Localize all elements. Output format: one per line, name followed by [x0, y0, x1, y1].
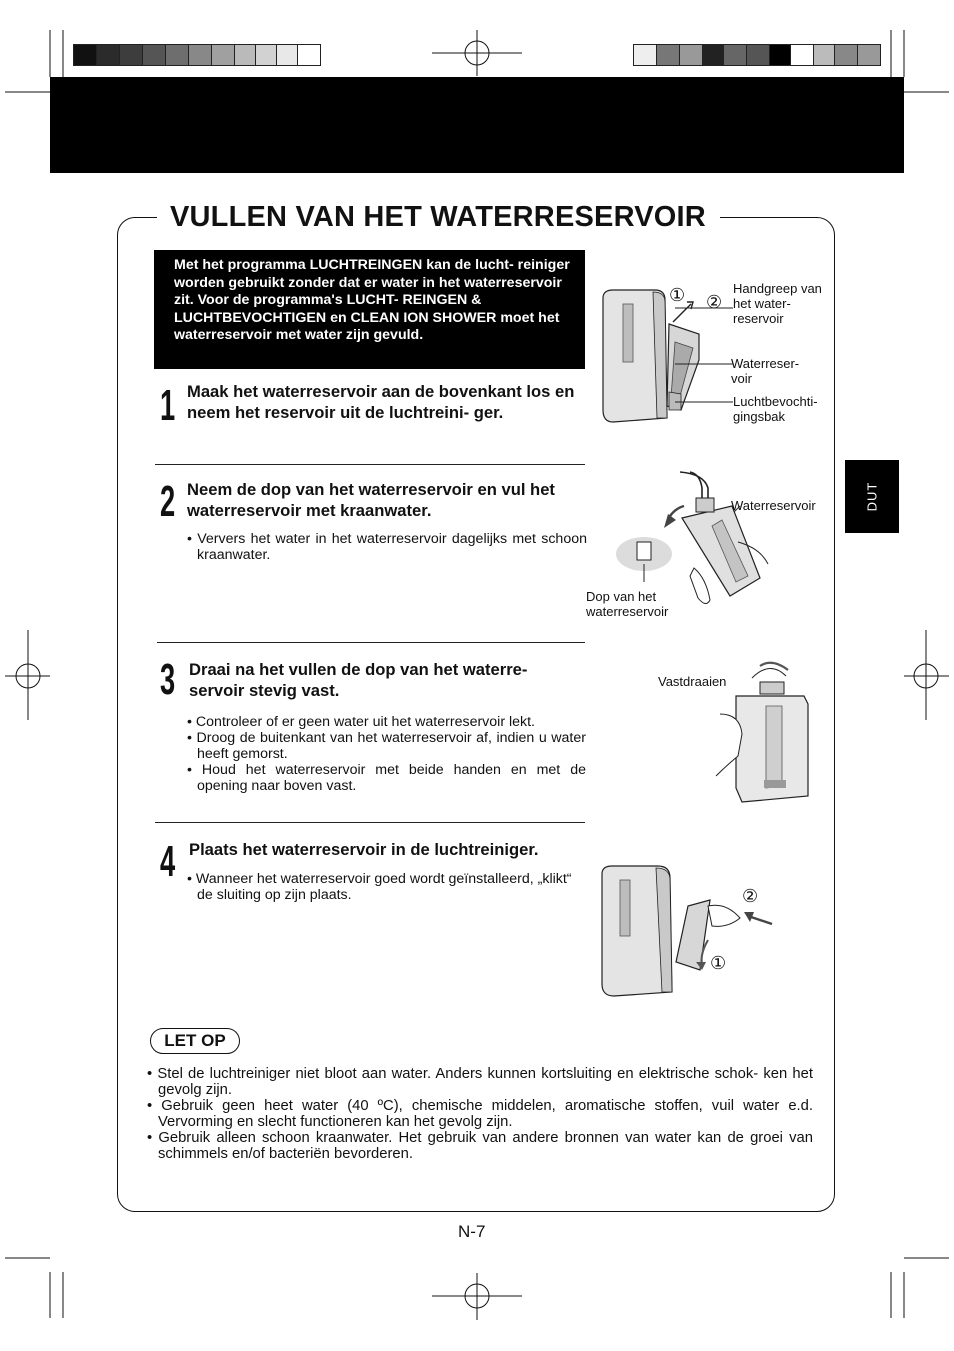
step-2-number: 2 — [160, 477, 176, 526]
bullet-item: • Houd het waterreservoir met beide handen en met de opening naar boven vast. — [187, 762, 586, 794]
page-title: VULLEN VAN HET WATERRESERVOIR — [170, 201, 706, 233]
step-2-title: Neem de dop van het waterreservoir en vul het waterreservoir met kraanwater. — [187, 480, 555, 520]
step-1-number: 1 — [160, 381, 176, 430]
label-tighten: Vastdraaien — [658, 674, 727, 689]
caution-item: • Stel de luchtreiniger niet bloot aan water. Anders kunnen kortsluiting en elektrische schok- ken het gevolg zijn. — [147, 1066, 813, 1098]
label-tray: Luchtbevochti- gingsbak — [733, 394, 818, 424]
step-divider — [157, 642, 585, 643]
step-1-title: Maak het waterreservoir aan de bovenkant los en neem het reservoir uit de luchtreini- ger. — [187, 382, 575, 422]
header-band — [50, 77, 904, 173]
step-4-title: Plaats het waterreservoir in de luchtreiniger. — [189, 840, 539, 859]
language-tab-label: DUT — [864, 481, 880, 512]
bullet-item: • Ververs het water in het waterreservoir dagelijks met schoon kraanwater. — [187, 531, 587, 563]
label-tank: Waterreser- voir — [731, 356, 800, 386]
circled-number-1: ① — [669, 285, 686, 305]
page-number: N-7 — [458, 1222, 486, 1241]
bullet-item: • Wanneer het waterreservoir goed wordt geïnstalleerd, „klikt“ de sluiting op zijn plaats. — [187, 871, 572, 903]
caution-heading: LET OP — [150, 1028, 240, 1054]
bullet-item: • Controleer of er geen water uit het waterreservoir lekt. — [187, 714, 536, 730]
bullet-item: • Droog de buitenkant van het waterreservoir af, indien u water heeft gemorst. — [187, 730, 586, 762]
circled-number-2: ② — [742, 886, 759, 906]
figure-tighten-cap — [712, 656, 812, 806]
language-tab — [845, 460, 899, 533]
note-box: Met het programma LUCHTREINGEN kan de lucht- reiniger worden gebruikt zonder dat er water in het waterreservoir zit. Voor de programma's LUCHT- REINGEN & LUCHTBEVOCHTIGEN en CLEAN ION SHOWER moet het waterreservoir met water zijn gevuld. — [154, 250, 585, 369]
label-handle: Handgreep van het water- reservoir — [733, 281, 822, 326]
step-divider — [155, 464, 585, 465]
step-2-bullets — [187, 531, 587, 563]
label-cap: Dop van het waterreservoir — [586, 589, 669, 619]
step-3-title: Draai na het vullen de dop van het waterre- servoir stevig vast. — [189, 660, 528, 700]
step-4-bullets — [187, 871, 582, 903]
step-3-number: 3 — [160, 655, 176, 704]
circled-number-2: ② — [706, 292, 723, 312]
caution-item: • Gebruik geen heet water (40 ºC), chemische middelen, aromatische stoffen, vuil water e.d. Vervorming en slecht functioneren kan het gevolg zijn. — [147, 1098, 813, 1130]
label-tank: Waterreservoir — [731, 498, 816, 513]
step-4-number: 4 — [160, 837, 176, 886]
figure-insert-tank — [596, 862, 776, 1002]
circled-number-1: ① — [710, 953, 727, 973]
caution-item: • Gebruik alleen schoon kraanwater. Het gebruik van andere bronnen van water kan de groei van schimmels en/of bacteriën bevorderen. — [147, 1130, 813, 1162]
step-3-bullets — [187, 714, 586, 794]
step-divider — [155, 822, 585, 823]
caution-list — [147, 1066, 813, 1162]
